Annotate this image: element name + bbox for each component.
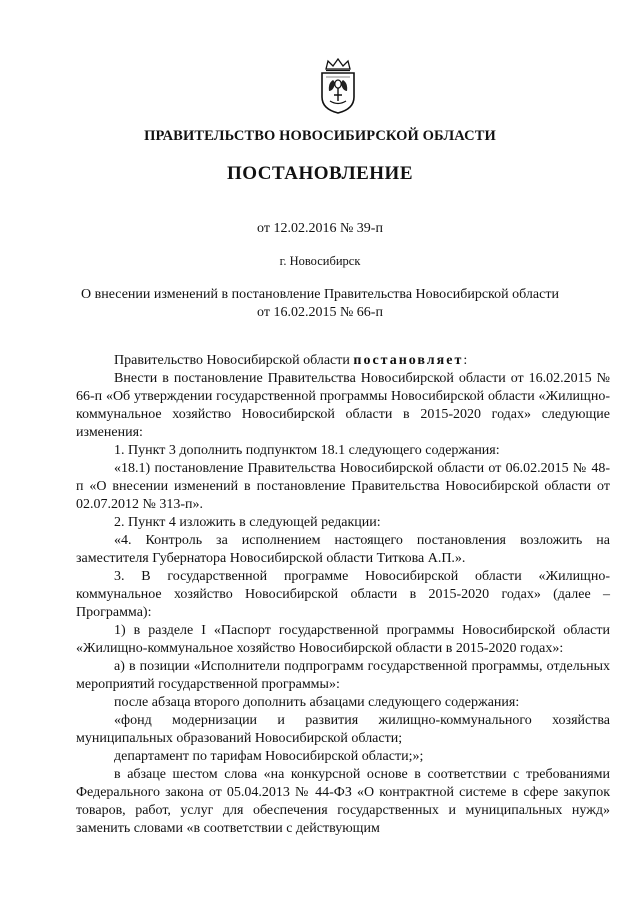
body-paragraph: «фонд модернизации и развития жилищно-коммунального хозяйства муниципальных образований Новосибирской области; — [76, 713, 610, 746]
body-paragraph: а) в позиции «Исполнители подпрограмм государственной программы, отдельных мероприятий государственной программы»: — [76, 659, 610, 692]
intro-suffix: : — [463, 353, 468, 368]
body-paragraph: после абзаца второго дополнить абзацами следующего содержания: — [114, 695, 520, 710]
intro-paragraph — [76, 352, 610, 370]
document-city: г. Новосибирск — [279, 254, 361, 268]
body-paragraph: 2. Пункт 4 изложить в следующей редакции: — [114, 515, 381, 530]
body-paragraph: 3. В государственной программе Новосибирской области «Жилищно-коммунальное хозяйство Новосибирской области в 2015-2020 годах» (далее – Программа): — [76, 569, 610, 620]
organization-title: ПРАВИТЕЛЬСТВО НОВОСИБИРСКОЙ ОБЛАСТИ — [144, 128, 496, 144]
body-paragraph: «18.1) постановление Правительства Новосибирской области от 06.02.2015 № 48-п «О внесении изменений в постановление Правительства Новосибирской области от 02.07.2012 № 313-п». — [76, 461, 610, 512]
document-subject — [40, 286, 600, 322]
document-date-number: от 12.02.2016 № 39-п — [257, 221, 383, 236]
coat-of-arms-graphic — [316, 57, 360, 115]
document-body — [76, 352, 610, 838]
body-paragraph: 1. Пункт 3 дополнить подпунктом 18.1 следующего содержания: — [114, 443, 500, 458]
document-type-title: ПОСТАНОВЛЕНИЕ — [226, 163, 414, 184]
coat-of-arms-icon — [316, 57, 360, 115]
intro-emphasis: постановляет — [353, 353, 464, 368]
body-paragraph: 1) в разделе I «Паспорт государственной программы Новосибирской области «Жилищно-коммунальное хозяйство Новосибирской области в 2015-2020 годах»: — [76, 623, 610, 656]
body-paragraph: в абзаце шестом слова «на конкурсной основе в соответствии с требованиями Федерального закона от 05.04.2013 № 44-ФЗ «О контрактной системе в сфере закупок товаров, работ, услуг для обеспечения государственных и муниципальных нужд» заменить словами «в соответствии с действующим — [76, 767, 610, 836]
subject-line: О внесении изменений в постановление Правительства Новосибирской области — [81, 287, 559, 302]
intro-prefix: Правительство Новосибирской области — [114, 353, 350, 368]
body-paragraph: Внести в постановление Правительства Новосибирской области от 16.02.2015 № 66-п «Об утверждении государственной программы Новосибирской области «Жилищно-коммунальное хозяйство Новосибирской области в 2015-2020 годах» следующие изменения: — [76, 371, 610, 440]
subject-line: от 16.02.2015 № 66-п — [257, 305, 383, 320]
body-paragraph: департамент по тарифам Новосибирской области;»; — [114, 749, 424, 764]
body-paragraph: «4. Контроль за исполнением настоящего постановления возложить на заместителя Губернатора Новосибирской области Титкова А.П.». — [76, 533, 610, 566]
